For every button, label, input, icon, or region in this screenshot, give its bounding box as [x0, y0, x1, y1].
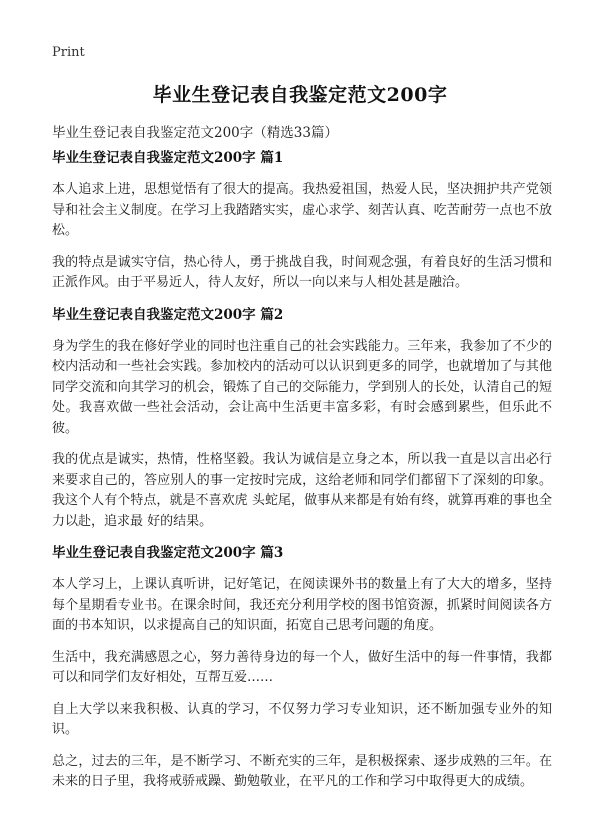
paragraph: 本人学习上，上课认真听讲，记好笔记，在阅读课外书的数量上有了大大的增多，坚持每个星期看专业书。在课余时间，我还充分利用学校的图书馆资源，抓紧时间阅读各方面的书本知识，以求提高自己的知识面，拓宽自己思考问题的角度。 [52, 577, 552, 633]
section-1 [52, 148, 552, 294]
section-heading: 毕业生登记表自我鉴定范文200字 篇2 [52, 306, 284, 323]
section-3 [52, 543, 552, 793]
paragraph: 生活中，我充满感恩之心，努力善待身边的每一个人，做好生活中的每一件事情，我都可以和同学们友好相处，互帮互爱…… [52, 649, 552, 685]
page-title: 毕业生登记表自我鉴定范文200字 [152, 84, 448, 106]
paragraph: 身为学生的我在修好学业的同时也注重自己的社会实践能力。三年来，我参加了不少的校内活动和一些社会实践。参加校内的活动可以认识到更多的同学，也就增加了与其他同学交流和向其学习的机会，锻炼了自己的交际能力，学到别人的长处，认清自己的短处。我喜欢做一些社会活动，会让高中生活更丰富多彩，有时会感到累些，但乐此不彼。 [52, 338, 552, 436]
section-2 [52, 305, 552, 533]
paragraph: 总之，过去的三年，是不断学习、不断充实的三年，是积极探索、逐步成熟的三年。在未来的日子里，我将戒骄戒躁、勤勉敬业，在平凡的工作和学习中取得更大的成绩。 [52, 753, 552, 789]
page-subtitle: 毕业生登记表自我鉴定范文200字（精选33篇） [52, 125, 338, 141]
section-heading: 毕业生登记表自我鉴定范文200字 篇3 [52, 545, 284, 561]
paragraph: 我的特点是诚实守信，热心待人，勇于挑战自我，时间观念强，有着良好的生活习惯和正派作风。由于平易近人，待人友好，所以一向以来与人相处甚是融洽。 [52, 254, 552, 290]
section-heading: 毕业生登记表自我鉴定范文200字 篇1 [52, 150, 284, 166]
paragraph: 自上大学以来我积极、认真的学习，不仅努力学习专业知识，还不断加强专业外的知识。 [52, 701, 552, 737]
paragraph: 本人追求上进，思想觉悟有了很大的提高。我热爱祖国，热爱人民，坚决拥护共产党领导和社会主义制度。在学习上我踏踏实实，虚心求学、刻苦认真、吃苦耐劳一点也不放松。 [52, 182, 552, 238]
article-body [52, 148, 552, 804]
paragraph: 我的优点是诚实，热情，性格坚毅。我认为诚信是立身之本，所以我一直是以言出必行来要求自己的，答应别人的事一定按时完成，这给老师和同学们都留下了深刻的印象。我这个人有个特点，就是不喜欢虎 头蛇尾，做事从来都是有始有终，就算再难的事也全力以赴，追求最 好的结果。 [52, 452, 552, 529]
print-link[interactable]: Print [52, 45, 85, 60]
